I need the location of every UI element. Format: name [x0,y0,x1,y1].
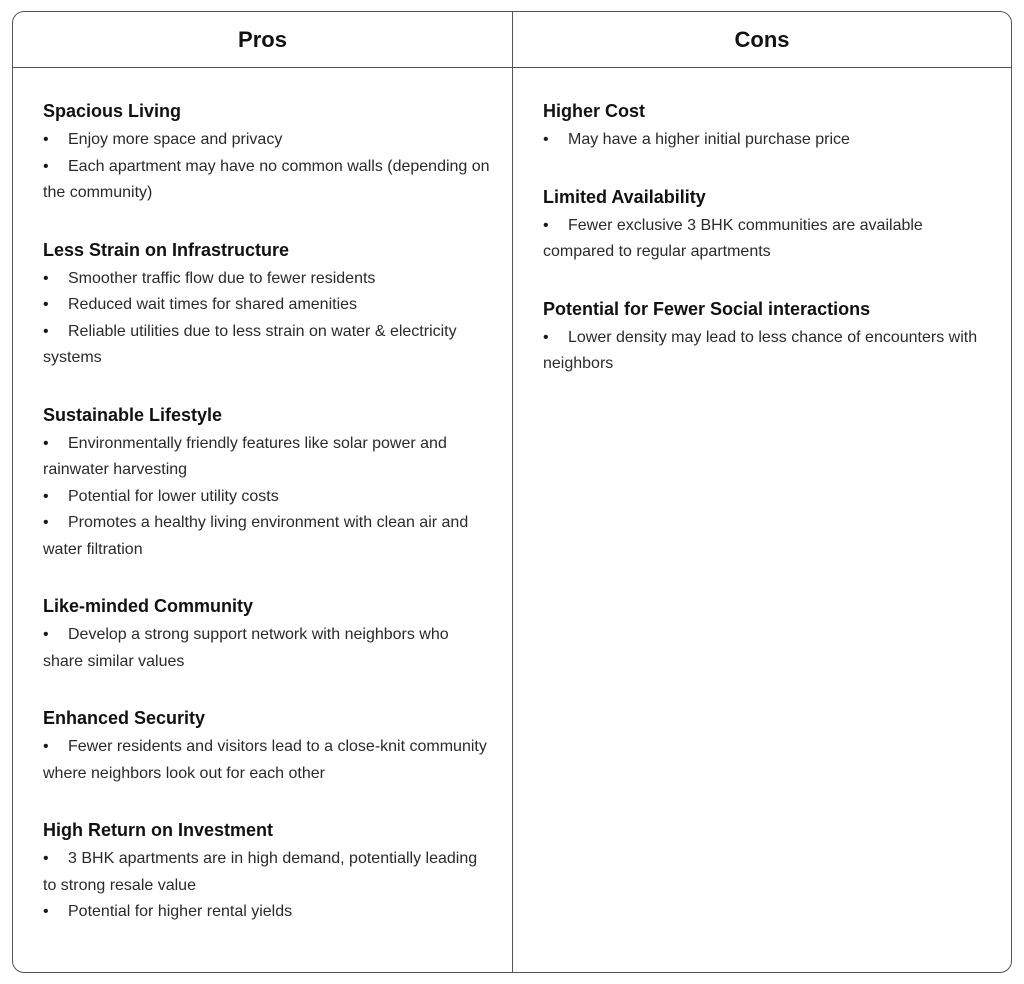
bullet-icon: • [43,157,49,175]
bullet-icon: • [543,328,549,346]
pros-section [43,819,491,926]
bullet-text: Enjoy more space and privacy [68,131,283,148]
bullet-text: Smoother traffic flow due to fewer residents [68,269,376,287]
bullet-list [43,734,491,787]
section-title: Sustainable Lifestyle [43,404,223,425]
bullet-text: Fewer exclusive 3 BHK communities are available compared to regular apartments [543,216,923,260]
section-title: High Return on Investment [43,820,274,840]
bullet-text: Lower density may lead to less chance of encounters with neighbors [543,328,978,372]
section-title: Spacious Living [43,101,182,121]
list-item [43,622,491,675]
bullet-icon: • [43,487,49,505]
list-item [43,127,491,154]
cons-section [543,186,991,266]
bullet-icon: • [43,626,49,643]
pros-section [43,707,491,787]
list-item [43,266,491,293]
bullet-list [43,127,491,207]
bullet-text: Develop a strong support network with neighbors who share similar values [43,626,449,670]
section-title: Potential for Fewer Social interactions [543,298,871,319]
bullet-icon: • [43,434,49,452]
bullet-text: Environmentally friendly features like solar power and rainwater harvesting [43,434,447,478]
bullet-icon: • [543,216,549,234]
bullet-text: Each apartment may have no common walls (depending on the community) [43,157,490,201]
pros-cons-table [12,11,1012,973]
bullet-icon: • [43,738,49,755]
bullet-icon: • [43,269,49,287]
list-item [43,292,491,319]
list-item [543,213,991,266]
cons-header: Cons [734,26,790,52]
cons-column [543,68,991,378]
bullet-icon: • [43,296,49,313]
pros-header: Pros [238,26,287,52]
list-item [43,431,491,484]
section-title: Like-minded Community [43,596,254,616]
pros-section [43,404,491,564]
pros-section [43,100,491,207]
bullet-text: 3 BHK apartments are in high demand, potentially leading to strong resale value [43,850,478,894]
list-item [43,846,491,899]
bullet-text: Reduced wait times for shared amenities [68,296,358,313]
pros-section [43,239,491,372]
list-item [43,319,491,372]
pros-column [43,68,491,926]
section-title: Higher Cost [543,101,646,121]
column-divider [512,12,513,972]
cons-section [543,100,991,154]
bullet-icon: • [43,903,49,920]
bullet-text: Promotes a healthy living environment with clean air and water filtration [43,514,469,558]
bullet-icon: • [43,322,49,340]
list-item [43,899,491,926]
section-title: Limited Availability [543,186,706,207]
section-title: Less Strain on Infrastructure [43,239,290,260]
list-item [43,510,491,563]
list-item [43,484,491,511]
bullet-text: May have a higher initial purchase price [568,131,850,148]
bullet-text: Potential for higher rental yields [68,903,293,920]
bullet-icon: • [43,514,49,531]
bullet-list [543,213,991,266]
bullet-list [43,622,491,675]
bullet-list [43,431,491,564]
list-item [543,127,991,154]
bullet-icon: • [43,850,49,867]
list-item [543,325,991,378]
bullet-text: Reliable utilities due to less strain on water & electricity systems [43,322,457,366]
section-title: Enhanced Security [43,708,206,728]
list-item [43,154,491,207]
bullet-text: Fewer residents and visitors lead to a close-knit community where neighbors look out for each other [43,738,487,782]
bullet-list [43,266,491,372]
bullet-list [543,325,991,378]
cons-section [543,298,991,378]
bullet-list [543,127,991,154]
bullet-icon: • [43,131,49,148]
list-item [43,734,491,787]
bullet-list [43,846,491,926]
pros-section [43,595,491,675]
bullet-text: Potential for lower utility costs [68,487,279,505]
bullet-icon: • [543,131,549,148]
